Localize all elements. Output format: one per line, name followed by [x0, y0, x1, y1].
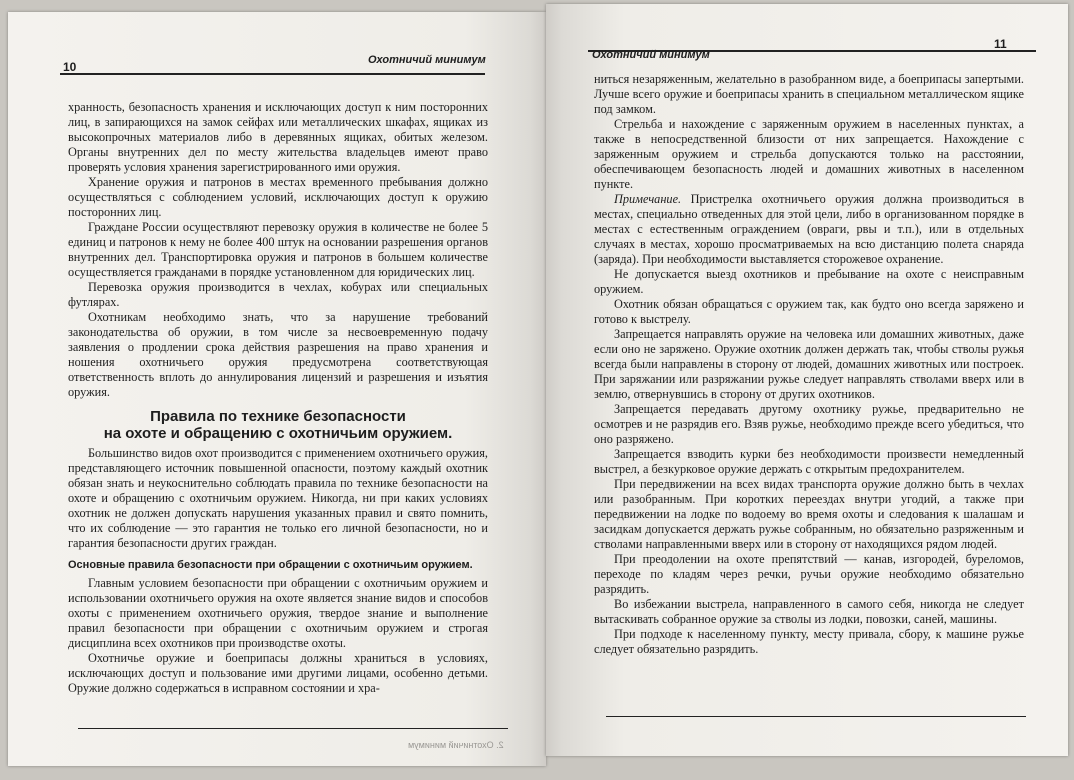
paragraph: При передвижении на всех видах транспорта оружие должно быть в чехлах или разобранным. При коротких переездах внутри угодий, а также при передвижении на лодке по водоему во время охоты и следования к шалашам и засидкам допускается держать ружье собранным, но обязательно разряженным и стволами направленными вверх или в сторону от находящихся рядом людей.: [594, 477, 1024, 551]
paragraph: Охотник обязан обращаться с оружием так, как будто оно всегда заряжено и готово к выстрелу.: [594, 297, 1024, 326]
bleed-through-text: 2. Охотничий минимум: [408, 740, 504, 750]
running-head: Охотничий минимум: [592, 49, 710, 61]
section-heading-line: на охоте и обращению с охотничьим оружием.: [103, 425, 453, 442]
header-rule: [60, 73, 485, 75]
paragraph: Перевозка оружия производится в чехлах, кобурах или специальных футлярах.: [68, 280, 488, 309]
header-rule: [588, 50, 1036, 52]
text-column: [68, 100, 488, 696]
note-label: Примечание.: [614, 192, 682, 206]
footer-rule: [606, 716, 1026, 717]
paragraph: Охотничье оружие и боеприпасы должны храниться в условиях, исключающих доступ и пользование ими другими лицами, особенно детьми. Оружие должно содержаться в исправном состоянии и хра-: [68, 651, 488, 695]
paragraph: Запрещается передавать другому охотнику ружье, предварительно не осмотрев и не разрядив его. Взяв ружье, необходимо прежде всего убедиться, что оно разряжено.: [594, 402, 1024, 446]
subsection-heading: Основные правила безопасности при обращении с охотничьим оружием.: [68, 559, 473, 571]
section-heading: [68, 408, 488, 442]
note-text: Пристрелка охотничьего оружия должна производиться в местах, специально отведенных для этой цели, либо в организованном порядке в местах с естественным ограждением (овраги, рвы и т.п.), или в отдельных случаях в местах, хорошо просматриваемых на всю дистанцию полета снаряда (заряда). При необходимости выставляется сторожевое охранение.: [594, 192, 1024, 266]
section-heading-line: Правила по технике безопасности: [150, 408, 406, 425]
paragraph: Охотникам необходимо знать, что за нарушение требований законодательства об оружии, в том числе за несвоевременную подачу заявления о продлении срока действия разрешения на право хранения и ношения охотничьего оружия предусмотрена соответствующая ответственность вплоть до аннулирования лицензий и разрешения и изъятия оружия.: [68, 310, 488, 399]
paragraph: Хранение оружия и патронов в местах временного пребывания должно осуществляться с соблюдением условий, исключающих доступ к оружию посторонних лиц.: [68, 175, 488, 219]
paragraph: При преодолении на охоте препятствий — канав, изгородей, буреломов, переходе по кладям через речки, ручьи оружие необходимо обязательно разрядить.: [594, 552, 1024, 596]
paragraph: При подходе к населенному пункту, месту привала, сбору, к машине ружье следует обязательно разрядить.: [594, 627, 1024, 656]
paragraph: Главным условием безопасности при обращении с охотничьим оружием и использовании охотничьего оружия на охоте является знание видов и способов охоты с применением охотничьего оружия, твердое знание и выполнение правил безопасности при обращении с охотничьим оружием и строгая дисциплина всех охотников при производстве охоты.: [68, 576, 488, 650]
right-page: [546, 4, 1068, 756]
page-number: 11: [994, 37, 1007, 51]
paragraph: Стрельба и нахождение с заряженным оружием в населенных пунктах, а также в непосредственной близости от них запрещается. Нахождение с заряженным оружием и стрельба допускаются только на расстоянии, обеспечивающем безопасность людей и домашних животных в населенном пункте.: [594, 117, 1024, 191]
paragraph: Большинство видов охот производится с применением охотничьего оружия, представляющего источник повышенной опасности, поэтому каждый охотник обязан знать и неукоснительно соблюдать правила по технике безопасности на охоте и обращению с охотничьим оружием. Никогда, ни при каких условиях охотник не должен допускать нарушения указанных правил и свято помнить, что их соблюдение — это гарантия не только его личной безопасности, но и гарантия безопасности других граждан.: [68, 446, 488, 550]
paragraph: Не допускается выезд охотников и пребывание на охоте с неисправным оружием.: [594, 267, 1024, 296]
paragraph: Запрещается взводить курки без необходимости произвести немедленный выстрел, а безкурковое оружие держать с открытым предохранителем.: [594, 447, 1024, 476]
paragraph: Запрещается направлять оружие на человека или домашних животных, даже если оно не заряжено. Оружие охотник должен держать так, чтобы стволы ружья всегда были направлены в сторону от людей, домашних животных или построек. При заряжании или разряжании ружье следует направлять стволами вверх или в землю, отвернувшись в сторону от других охотников.: [594, 327, 1024, 401]
footer-rule: [78, 728, 508, 729]
paragraph: Во избежании выстрела, направленного в самого себя, никогда не следует вытаскивать собранное оружие за стволы из лодки, повозки, саней, машины.: [594, 597, 1024, 626]
text-column: [594, 72, 1024, 657]
paragraph: ниться незаряженным, желательно в разобранном виде, а боеприпасы запертыми. Лучше всего оружие и боеприпасы хранить в специальном металлическом ящике под замком.: [594, 72, 1024, 116]
paragraph: Граждане России осуществляют перевозку оружия в количестве не более 5 единиц и патронов к нему не более 400 штук на основании разрешения органов внутренних дел. Транспортировка оружия и патронов в большем количестве осуществляется гражданами в порядке установленном для юридических лиц.: [68, 220, 488, 279]
page-number: 10: [63, 60, 77, 74]
paragraph: хранность, безопасность хранения и исключающих доступ к ним посторонних лиц, в запирающихся на замок сейфах или металлических шкафах, ящиках из высокопрочных материалов либо в деревянных ящиках, обитых железом. Органы внутренних дел по месту жительства владельцев имеют право проверять условия хранения зарегистрированного ими оружия.: [68, 100, 488, 174]
note-paragraph: [594, 192, 1024, 267]
running-head: Охотничий минимум: [368, 54, 486, 66]
left-page: [8, 12, 546, 766]
